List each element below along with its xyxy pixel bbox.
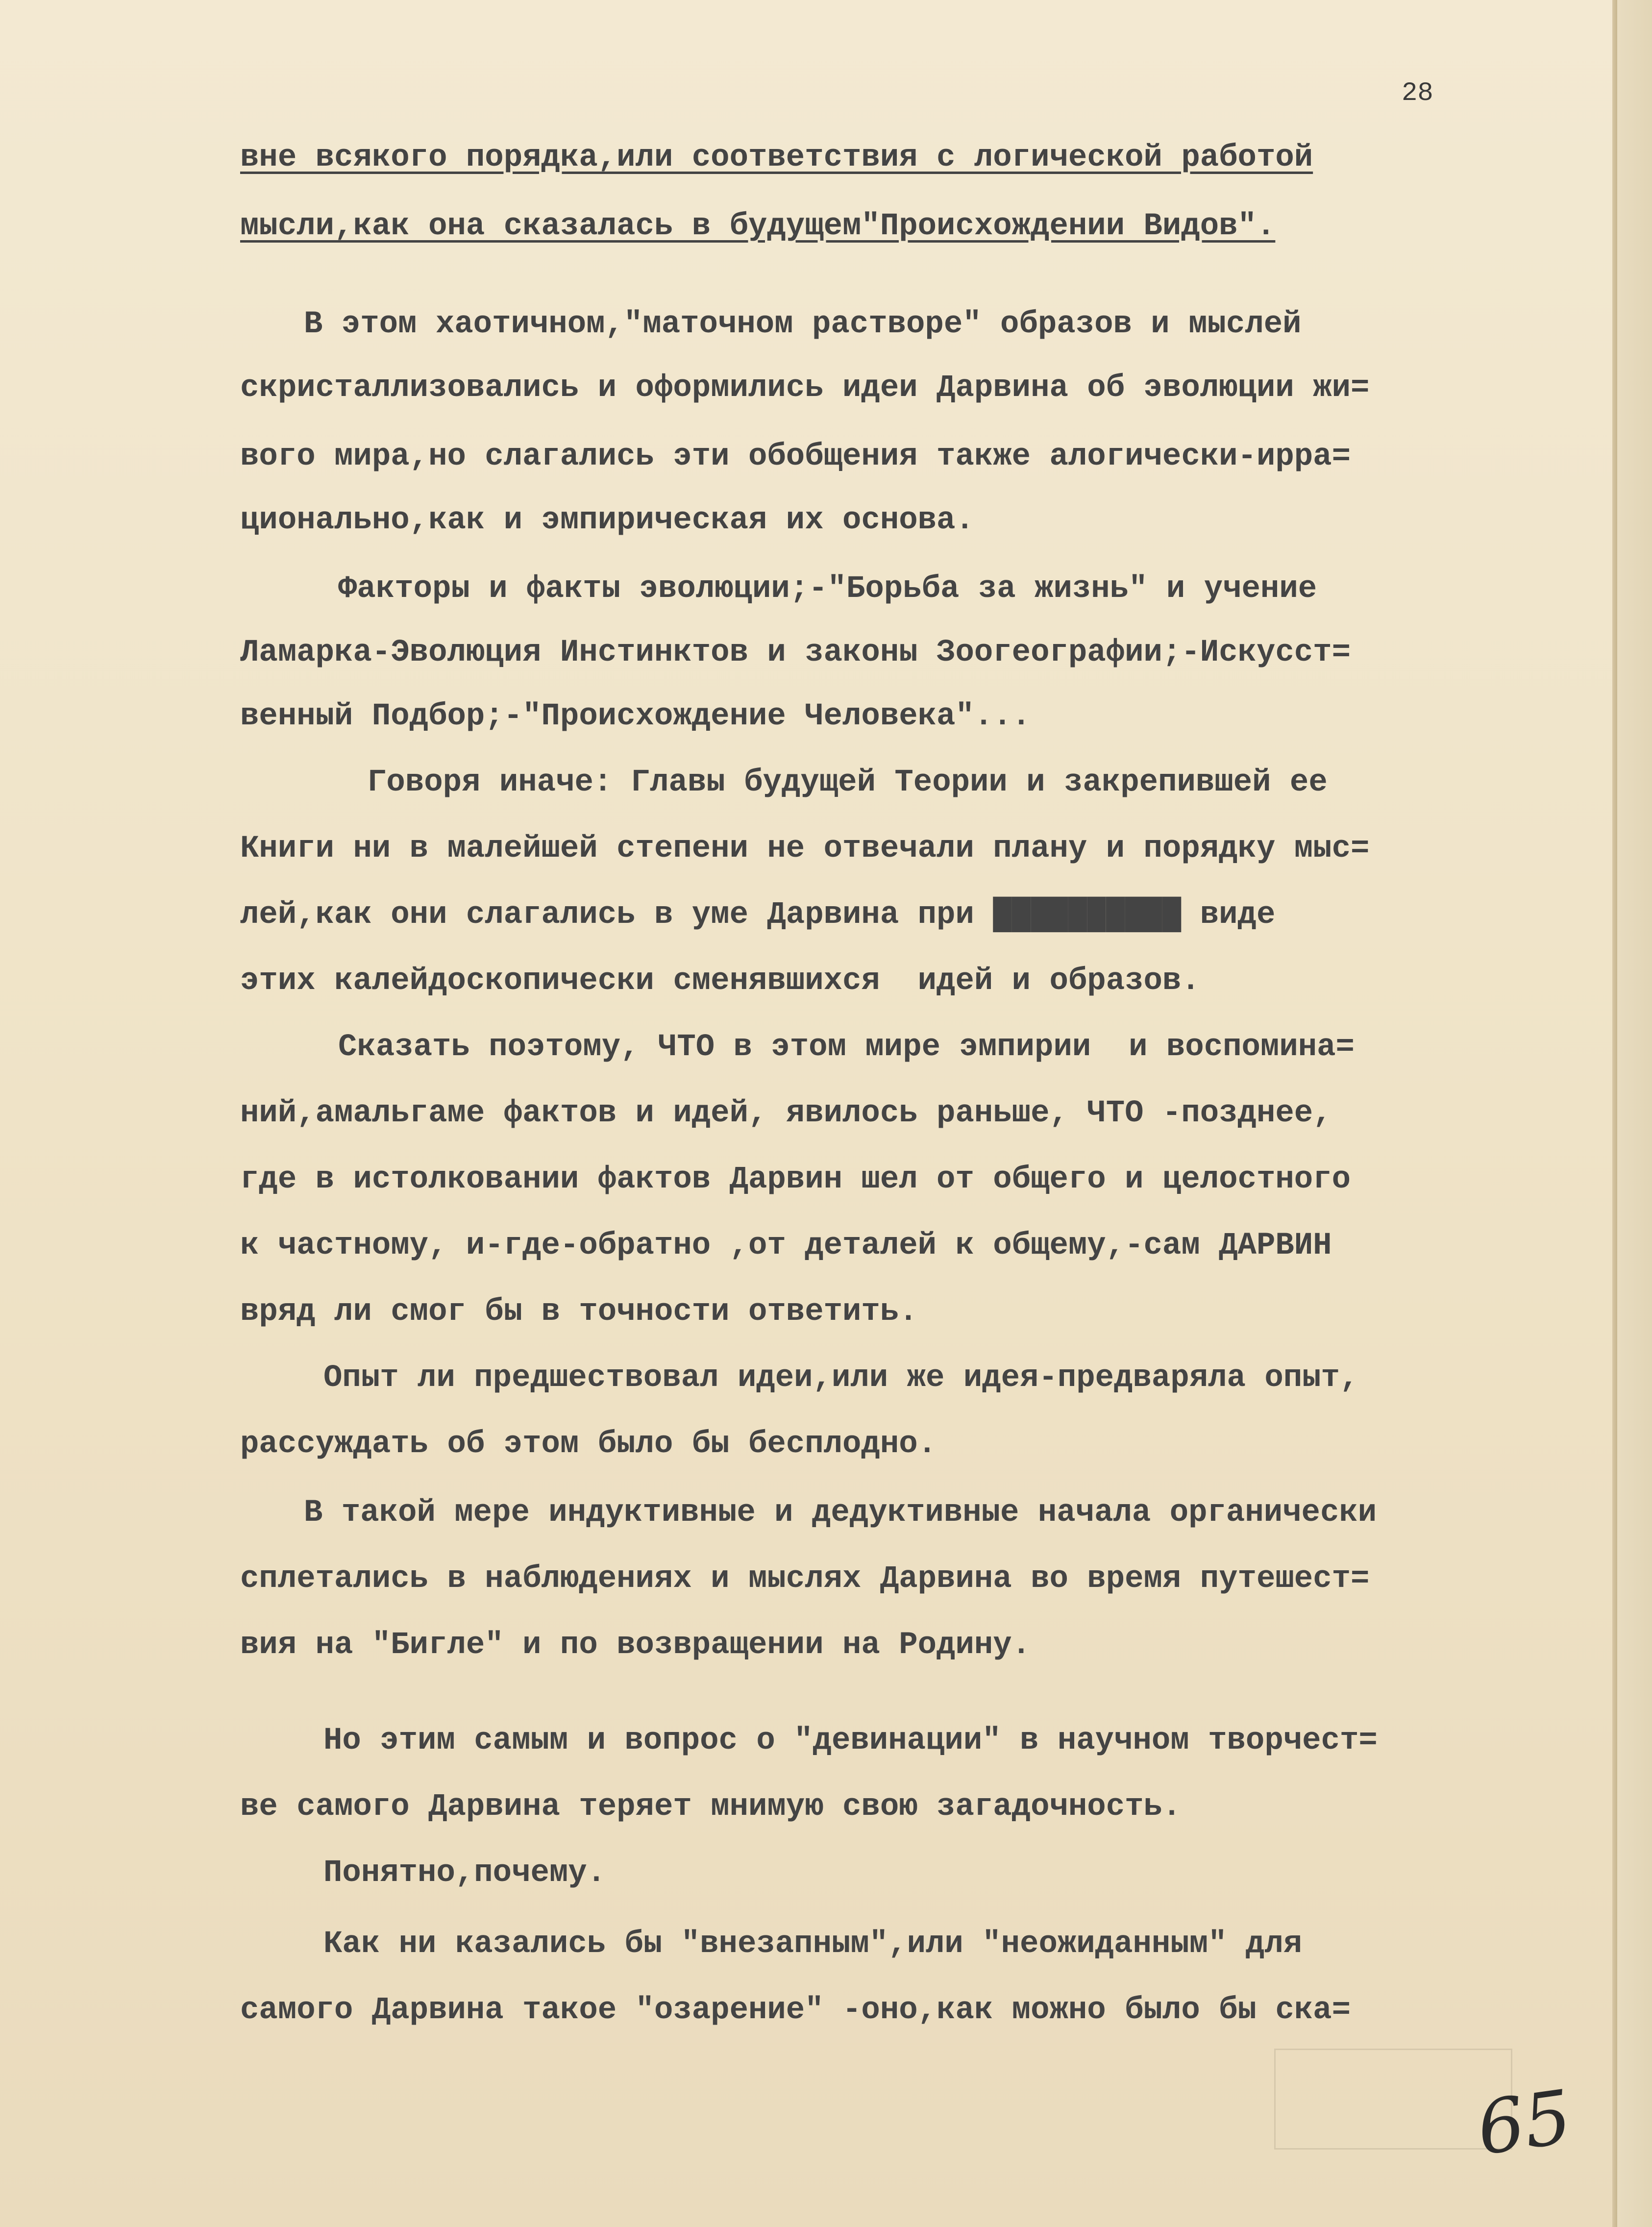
- text-line: где в истолковании фактов Дарвин шел от общего и целостного: [240, 1162, 1351, 1197]
- text-line: ционально,как и эмпирическая их основа.: [240, 503, 974, 538]
- text-line: В такой мере индуктивные и дедуктивные начала органически: [304, 1495, 1377, 1531]
- handwritten-folio-number: 65: [1472, 2074, 1577, 2172]
- text-line: Но этим самым и вопрос о "девинации" в научном творчест=: [323, 1723, 1378, 1758]
- text-line: рассуждать об этом было бы бесплодно.: [240, 1427, 937, 1462]
- text-line: этих калейдоскопически сменявшихся идей и образов.: [240, 964, 1200, 999]
- text-line: сплетались в наблюдениях и мыслях Дарвина во время путешест=: [240, 1561, 1370, 1597]
- text-line: скристаллизовались и оформились идеи Дарвина об эволюции жи=: [240, 371, 1370, 406]
- text-line: Опыт ли предшествовал идеи,или же идея-предваряла опыт,: [323, 1361, 1359, 1396]
- text-line: мысли,как она сказалась в будущем"Происхождении Видов".: [240, 209, 1276, 244]
- page-number: 28: [1402, 78, 1433, 108]
- text-line: Ламарка-Эволюция Инстинктов и законы Зоогеографии;-Искусст=: [240, 635, 1351, 670]
- text-line: Говоря иначе: Главы будущей Теории и закрепившей ее: [368, 765, 1328, 800]
- text-line: лей,как они слагались в уме Дарвина при ██████████ виде: [240, 897, 1276, 933]
- text-line: к частному, и-где-обратно ,от деталей к общему,-сам ДАРВИН: [240, 1228, 1332, 1263]
- underlying-sheet: [1617, 0, 1652, 2227]
- text-line: вряд ли смог бы в точности ответить.: [240, 1294, 918, 1330]
- text-line: самого Дарвина такое "озарение" -оно,как можно было бы ска=: [240, 1993, 1351, 2028]
- text-line: Понятно,почему.: [323, 1856, 606, 1891]
- text-line: Сказать поэтому, ЧТО в этом мире эмпирии и воспомина=: [338, 1030, 1355, 1065]
- text-line: венный Подбор;-"Происхождение Человека"...: [240, 699, 1031, 734]
- text-line: В этом хаотичном,"маточном растворе" образов и мыслей: [304, 307, 1302, 342]
- text-line: вия на "Бигле" и по возвращении на Родину.: [240, 1628, 1031, 1663]
- text-line: ний,амальгаме фактов и идей, явилось раньше, ЧТО -позднее,: [240, 1096, 1332, 1131]
- text-line: ве самого Дарвина теряет мнимую свою загадочность.: [240, 1789, 1182, 1825]
- text-line: вне всякого порядка,или соответствия с логической работой: [240, 140, 1313, 175]
- text-line: вого мира,но слагались эти обобщения также алогически-ирра=: [240, 439, 1351, 474]
- text-line: Факторы и факты эволюции;-"Борьба за жизнь" и учение: [338, 571, 1317, 607]
- text-line: Книги ни в малейшей степени не отвечали плану и порядку мыс=: [240, 831, 1370, 866]
- text-line: Как ни казались бы "внезапным",или "неожиданным" для: [323, 1927, 1303, 1962]
